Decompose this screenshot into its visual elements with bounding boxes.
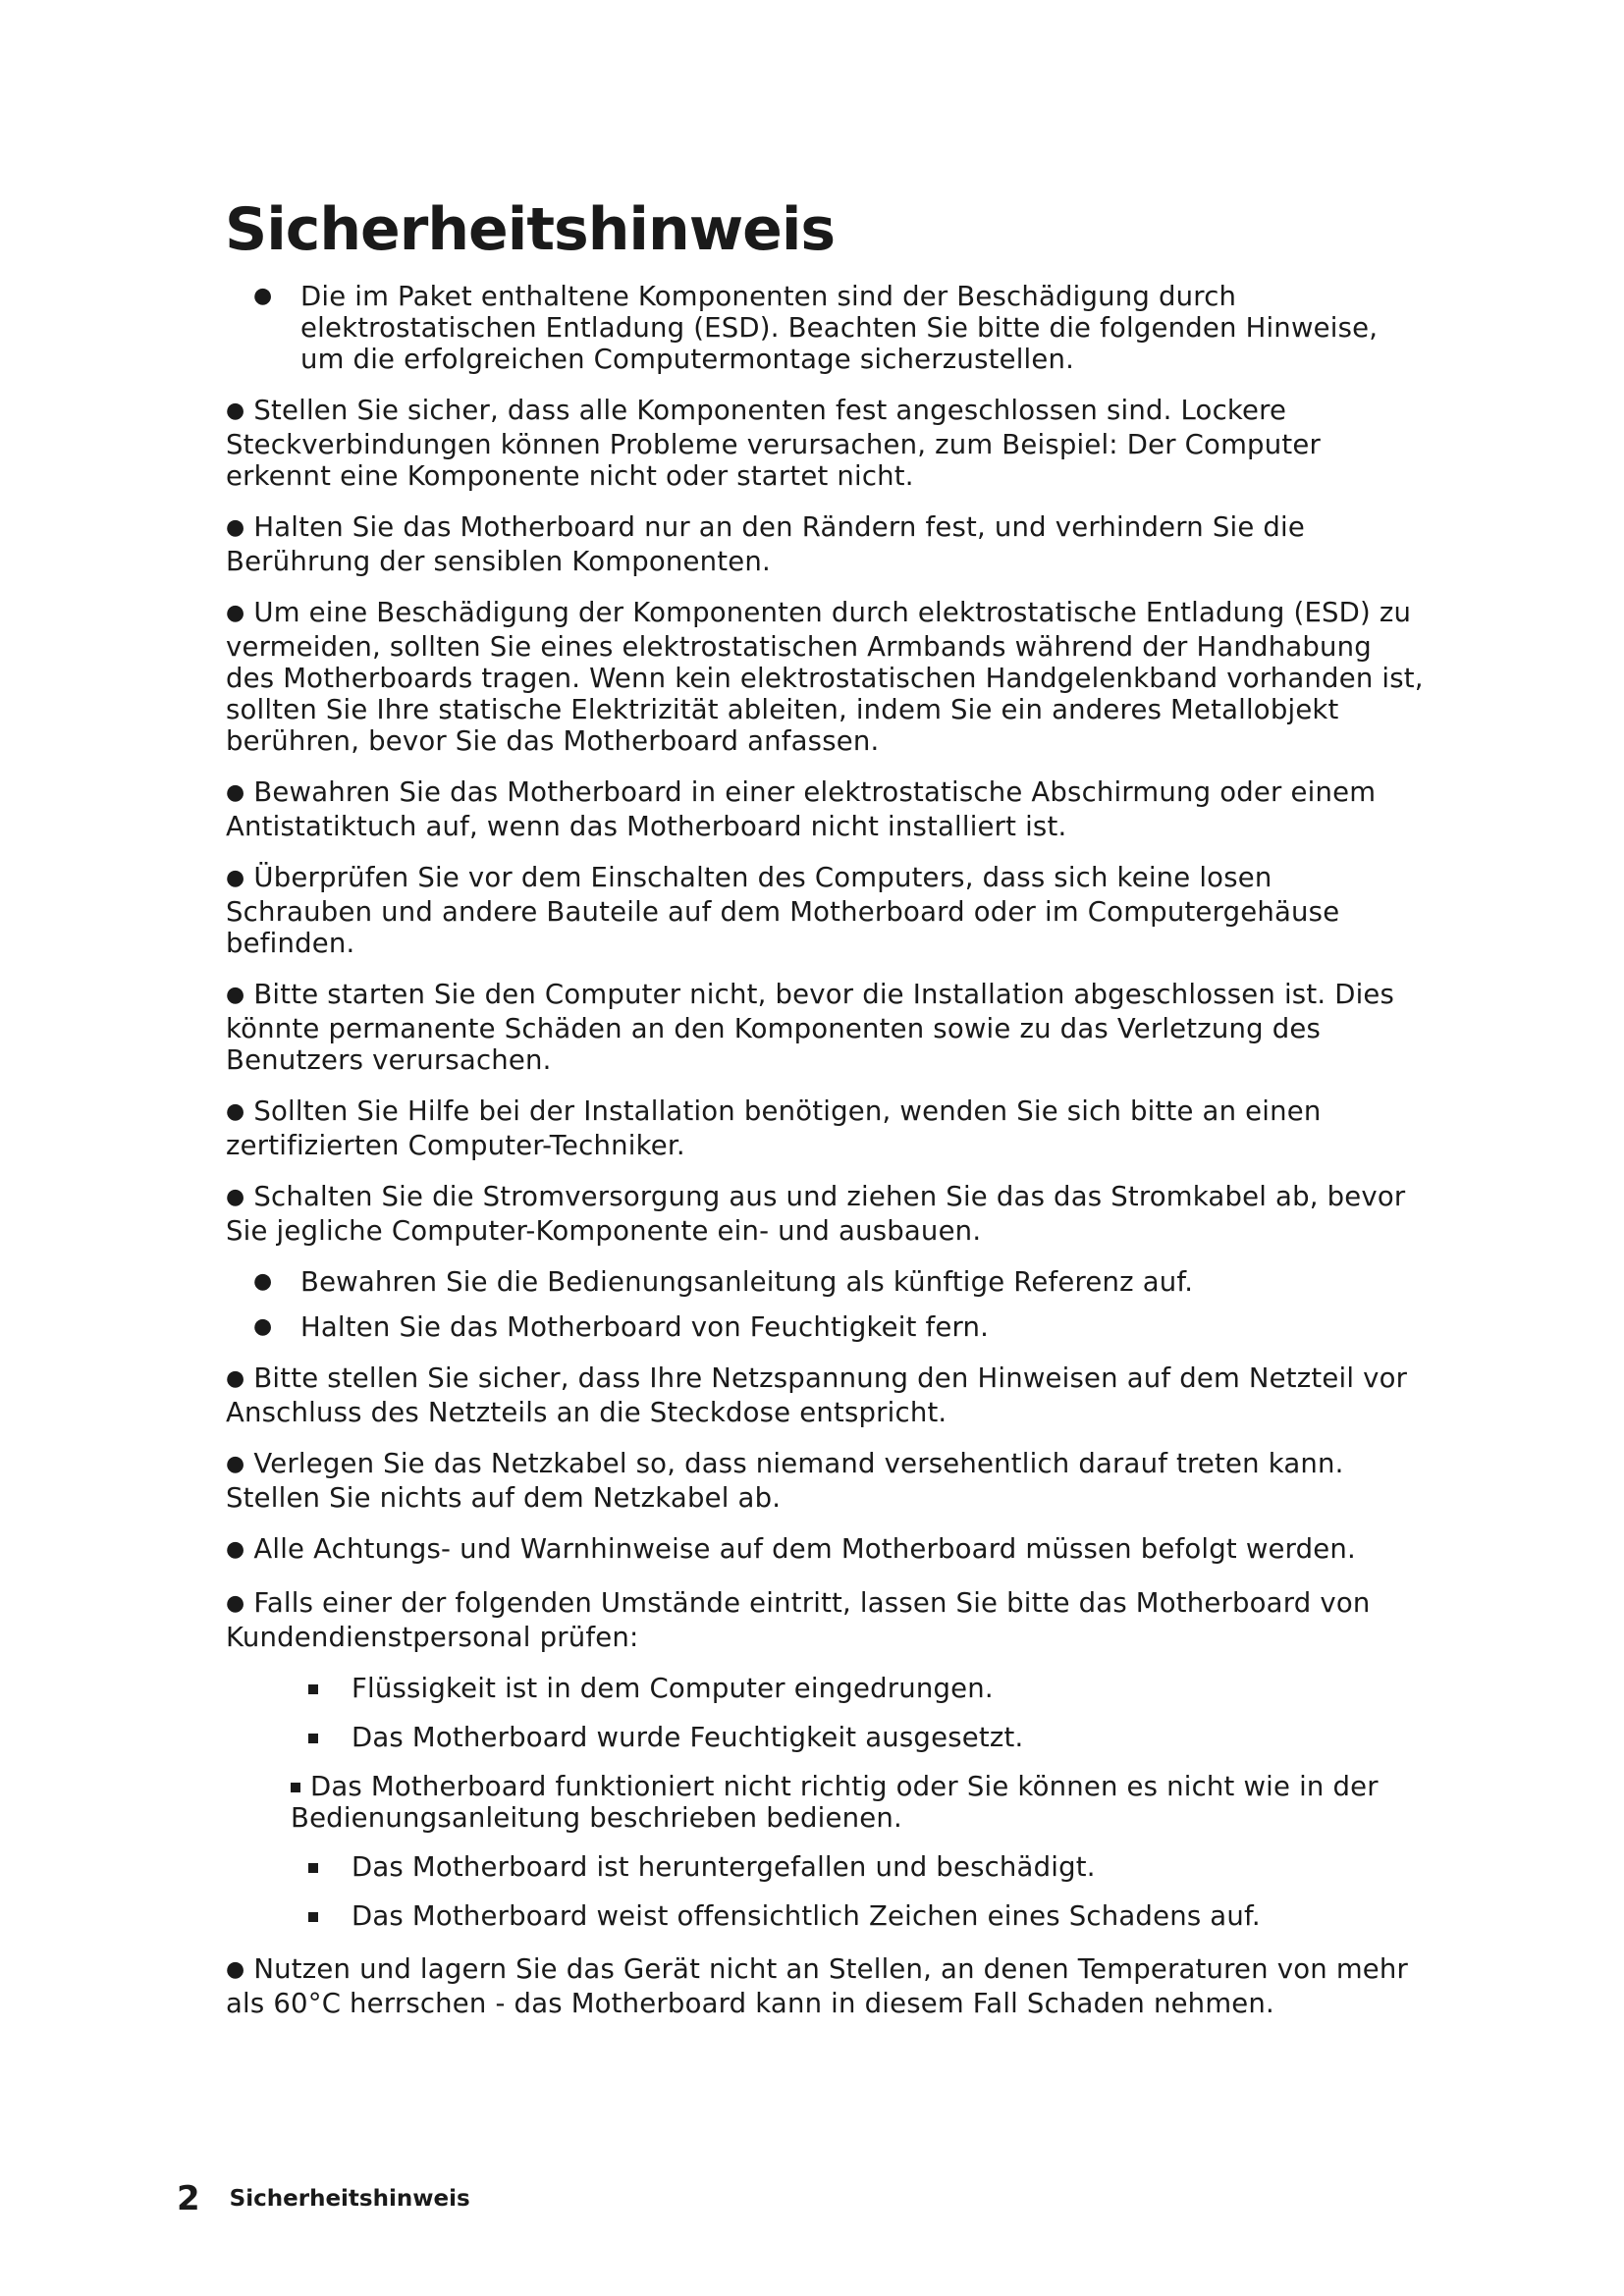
- safety-item: ● Überprüfen Sie vor dem Einschalten des Computers, dass sich keine losen Schrauben und andere Bauteile auf dem Motherboard oder im Computergehäuse befinden.: [226, 862, 1340, 959]
- bullet-icon: ●: [253, 1269, 273, 1294]
- sub-item: Das Motherboard weist offensichtlich Zeichen eines Schadens auf.: [226, 1900, 1424, 1932]
- bullet-icon: ●: [226, 1185, 245, 1209]
- safety-item: ● Bewahren Sie das Motherboard in einer elektrostatische Abschirmung oder einem Antistatiktuch auf, wenn das Motherboard nicht installiert ist.: [226, 776, 1377, 842]
- bullet-icon: ●: [226, 515, 245, 540]
- bullet-icon: ●: [226, 1537, 245, 1562]
- bullet-icon: ●: [226, 601, 245, 625]
- square-bullet-icon: [308, 1684, 318, 1694]
- square-bullet-icon: [308, 1734, 318, 1743]
- safety-item: ● Verlegen Sie das Netzkabel so, dass niemand versehentlich darauf treten kann. Stellen Sie nichts auf dem Netzkabel ab.: [226, 1448, 1344, 1514]
- square-bullet-icon: [308, 1863, 318, 1873]
- safety-item: ● Halten Sie das Motherboard nur an den Rändern fest, und verhindern Sie die Berührung der sensiblen Komponenten.: [226, 511, 1306, 577]
- page-footer: [177, 2179, 470, 2218]
- bullet-icon: ●: [253, 1314, 273, 1339]
- safety-item: ● Die im Paket enthaltene Komponenten sind der Beschädigung durch elektrostatischen Entladung (ESD). Beachten Sie bitte die folgenden Hinweise, um die erfolgreichen Computermontage sicherzustellen.: [253, 281, 1379, 375]
- safety-item: ● Nutzen und lagern Sie das Gerät nicht an Stellen, an denen Temperaturen von mehr als 60°C herrschen - das Motherboard kann in diesem Fall Schaden nehmen.: [226, 1953, 1409, 2019]
- safety-item: ● Falls einer der folgenden Umstände eintritt, lassen Sie bitte das Motherboard von Kundendienstpersonal prüfen:: [226, 1587, 1371, 1653]
- bullet-icon: ●: [226, 866, 245, 890]
- sub-item: Flüssigkeit ist in dem Computer eingedrungen.: [226, 1673, 1424, 1704]
- safety-notes: [226, 281, 1424, 2039]
- bullet-icon: ●: [226, 1099, 245, 1124]
- bullet-icon: ●: [226, 1366, 245, 1391]
- square-bullet-icon: [308, 1912, 318, 1922]
- page-number: 2: [177, 2179, 200, 2218]
- safety-item: ● Bitte starten Sie den Computer nicht, bevor die Installation abgeschlossen ist. Dies könnte permanente Schäden an den Komponenten sowie zu das Verletzung des Benutzers verursachen.: [226, 979, 1395, 1076]
- safety-item: ● Bitte stellen Sie sicher, dass Ihre Netzspannung den Hinweisen auf dem Netzteil vor Anschluss des Netzteils an die Steckdose entspricht.: [226, 1362, 1408, 1428]
- safety-item: ● Schalten Sie die Stromversorgung aus und ziehen Sie das das Stromkabel ab, bevor Sie jegliche Computer-Komponente ein- und ausbauen.: [226, 1181, 1406, 1247]
- safety-item: ● Sollten Sie Hilfe bei der Installation benötigen, wenden Sie sich bitte an einen zertifizierten Computer-Techniker.: [226, 1095, 1322, 1161]
- bullet-icon: ●: [226, 399, 245, 423]
- bullet-icon: ●: [226, 983, 245, 1007]
- bullet-icon: ●: [226, 1591, 245, 1616]
- page-title: Sicherheitshinweis: [225, 195, 836, 264]
- bullet-icon: ●: [226, 1957, 245, 1982]
- bullet-icon: ●: [253, 284, 273, 308]
- safety-item: ● Stellen Sie sicher, dass alle Komponenten fest angeschlossen sind. Lockere Steckverbindungen können Probleme verursachen, zum Beispiel: Der Computer erkennt eine Komponente nicht oder startet nicht.: [226, 395, 1321, 492]
- sub-item: Das Motherboard ist heruntergefallen und beschädigt.: [226, 1851, 1424, 1883]
- safety-item: ● Um eine Beschädigung der Komponenten durch elektrostatische Entladung (ESD) zu vermeiden, sollten Sie eines elektrostatischen Armbands während der Handhabung des Motherboards tragen. Wenn kein elektrostatischen Handgelenkband vorhanden ist, sollten Sie Ihre statische Elektrizität ableiten, indem Sie ein anderes Metallobjekt berühren, bevor Sie das Motherboard anfassen.: [226, 597, 1424, 757]
- footer-section-title: Sicherheitshinweis: [229, 2186, 470, 2212]
- bullet-icon: ●: [226, 1452, 245, 1476]
- safety-item: ● Halten Sie das Motherboard von Feuchtigkeit fern.: [253, 1311, 990, 1343]
- square-bullet-icon: [291, 1783, 300, 1792]
- safety-item: ● Bewahren Sie die Bedienungsanleitung als künftige Referenz auf.: [253, 1266, 1194, 1298]
- safety-item: ● Alle Achtungs- und Warnhinweise auf dem Motherboard müssen befolgt werden.: [226, 1533, 1357, 1565]
- sub-item: Das Motherboard wurde Feuchtigkeit ausgesetzt.: [226, 1722, 1424, 1753]
- bullet-icon: ●: [226, 780, 245, 805]
- sub-item: Das Motherboard funktioniert nicht richtig oder Sie können es nicht wie in der Bedienungsanleitung beschrieben bedienen.: [291, 1771, 1379, 1834]
